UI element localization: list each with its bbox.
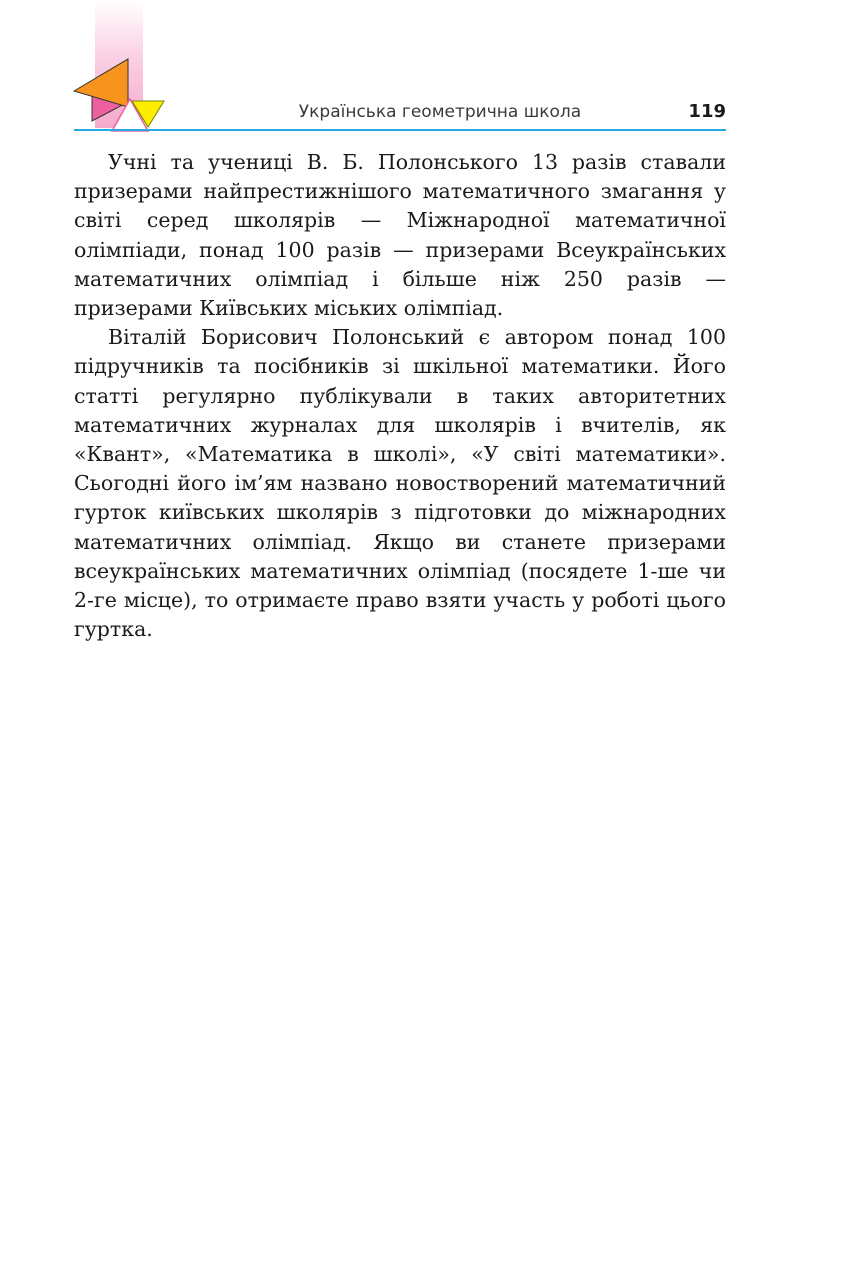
body-text xyxy=(74,148,726,644)
triangles-logo-icon xyxy=(70,55,170,135)
page-number: 119 xyxy=(688,101,726,122)
header-rule xyxy=(74,129,726,131)
paragraph: Віталій Борисович Полонський є автором понад 100 підручників та посібників зі шкільної математики. Його статті регулярно публікували в таких авторитетних математичних журналах для школярів і вчителів, як «Квант», «Математика в школі», «У світі математики». Сьогодні його ім’ям названо новостворений математичний гурток київських школярів з підготовки до міжнародних математичних олімпіад. Якщо ви станете призерами всеукраїнських математичних олімпіад (посядете 1-ше чи 2-ге місце), то отримаєте право взяти участь у роботі цього гуртка. xyxy=(74,325,726,642)
running-header-title: Українська геометрична школа xyxy=(298,102,582,122)
paragraph: Учні та учениці В. Б. Полонського 13 разів ставали призерами найпрестижнішого математичного змагання у світі серед школярів — Міжнародної математичної олімпіади, понад 100 разів — призерами Всеукраїнських математичних олімпіад і більше ніж 250 разів — призерами Київських міських олімпіад. xyxy=(74,150,726,321)
